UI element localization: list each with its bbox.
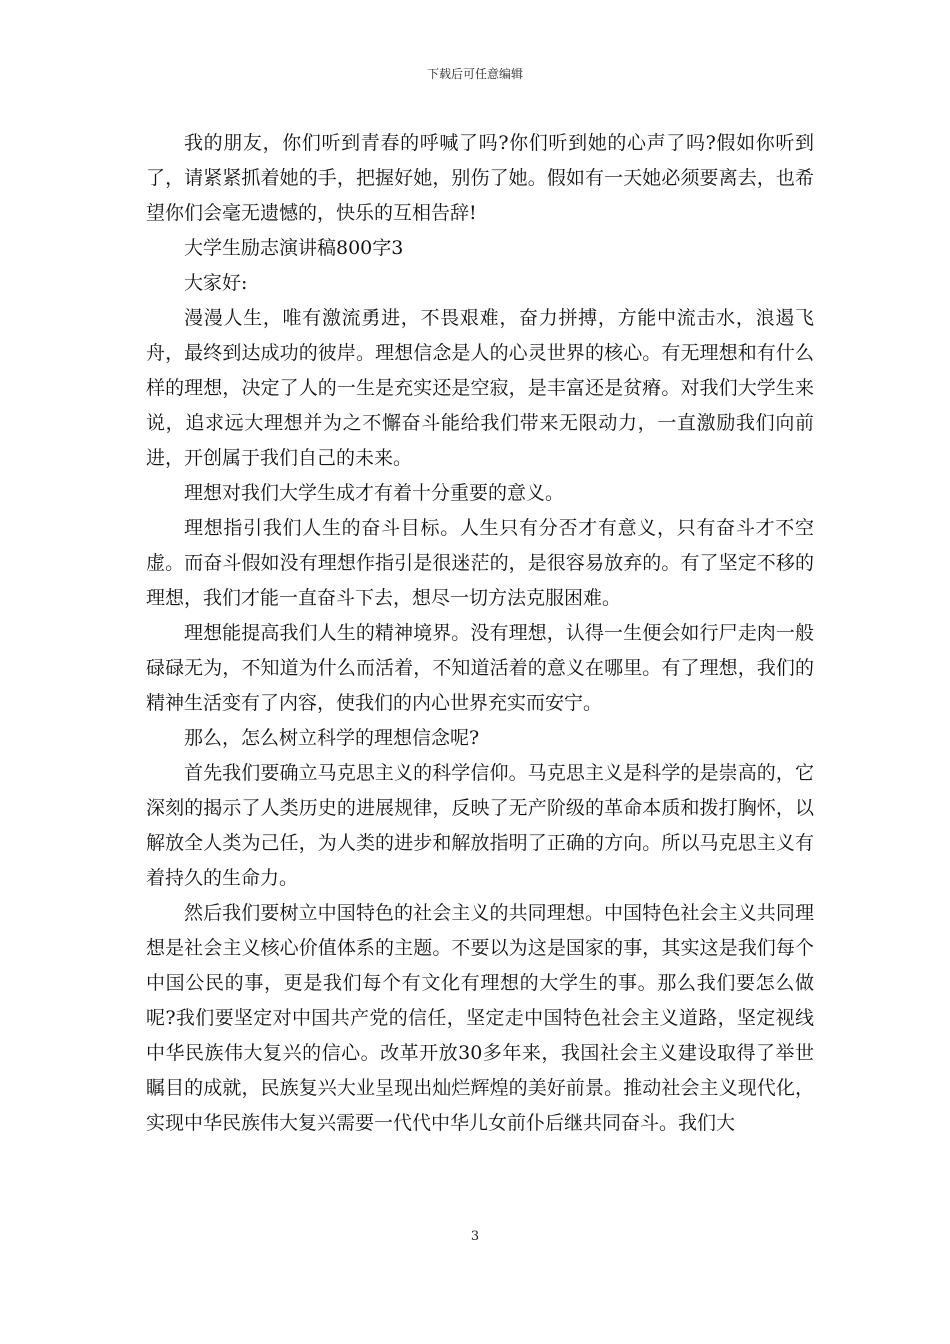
salutation: 大家好:: [184, 272, 248, 294]
document-body: [146, 126, 814, 1141]
page-header: 下载后可任意编辑: [426, 67, 523, 81]
section-title: 大学生励志演讲稿800字3: [184, 237, 404, 259]
paragraph-marxism: 首先我们要确立马克思主义的科学信仰。马克思主义是科学的是崇高的，它深刻的揭示了人类历史的进展规律，反映了无产阶级的革命本质和拨打胸怀，以解放全人类为己任，为人类的进步和解放指明了正确的方向。所以马克思主义有着持久的生命力。: [146, 762, 814, 889]
paragraph-question: 那么，怎么树立科学的理想信念呢?: [184, 727, 480, 749]
paragraph-youth-closing: 我的朋友，你们听到青春的呼喊了吗?你们听到她的心声了吗?假如你听到了，请紧紧抓着她的手，把握好她，别伤了她。假如有一天她必须要离去，也希望你们会毫无遗憾的，快乐的互相告辞!: [146, 132, 814, 224]
paragraph-intro: 漫漫人生，唯有激流勇进，不畏艰难，奋力拼搏，方能中流击水，浪遏飞舟，最终到达成功的彼岸。理想信念是人的心灵世界的核心。有无理想和有什么样的理想，决定了人的一生是充实还是空寂，是丰富还是贫瘠。对我们大学生来说，追求远大理想并为之不懈奋斗能给我们带来无限动力，一直激励我们向前进，开创属于我们自己的未来。: [146, 307, 814, 469]
paragraph-common-ideal: 然后我们要树立中国特色的社会主义的共同理想。中国特色社会主义共同理想是社会主义核心价值体系的主题。不要以为这是国家的事，其实这是我们每个中国公民的事，更是我们每个有文化有理想的大学生的事。那么我们要怎么做呢?我们要坚定对中国共产党的信任，坚定走中国特色社会主义道路，坚定视线中华民族伟大复兴的信心。改革开放30多年来，我国社会主义建设取得了举世瞩目的成就，民族复兴大业呈现出灿烂辉煌的美好前景。推动社会主义现代化，实现中华民族伟大复兴需要一代代中华儿女前仆后继共同奋斗。我们大: [146, 902, 814, 1134]
paragraph-goal: 理想指引我们人生的奋斗目标。人生只有分否才有意义，只有奋斗才不空虚。而奋斗假如没有理想作指引是很迷茫的，是很容易放弃的。有了坚定不移的理想，我们才能一直奋斗下去，想尽一切方法克服困难。: [146, 517, 814, 609]
paragraph-spirit: 理想能提高我们人生的精神境界。没有理想，认得一生便会如行尸走肉一般碌碌无为，不知道为什么而活着，不知道活着的意义在哪里。有了理想，我们的精神生活变有了内容，使我们的内心世界充实而安宁。: [146, 622, 814, 714]
page-number: 3: [470, 1229, 480, 1244]
paragraph-meaning: 理想对我们大学生成才有着十分重要的意义。: [184, 482, 565, 504]
